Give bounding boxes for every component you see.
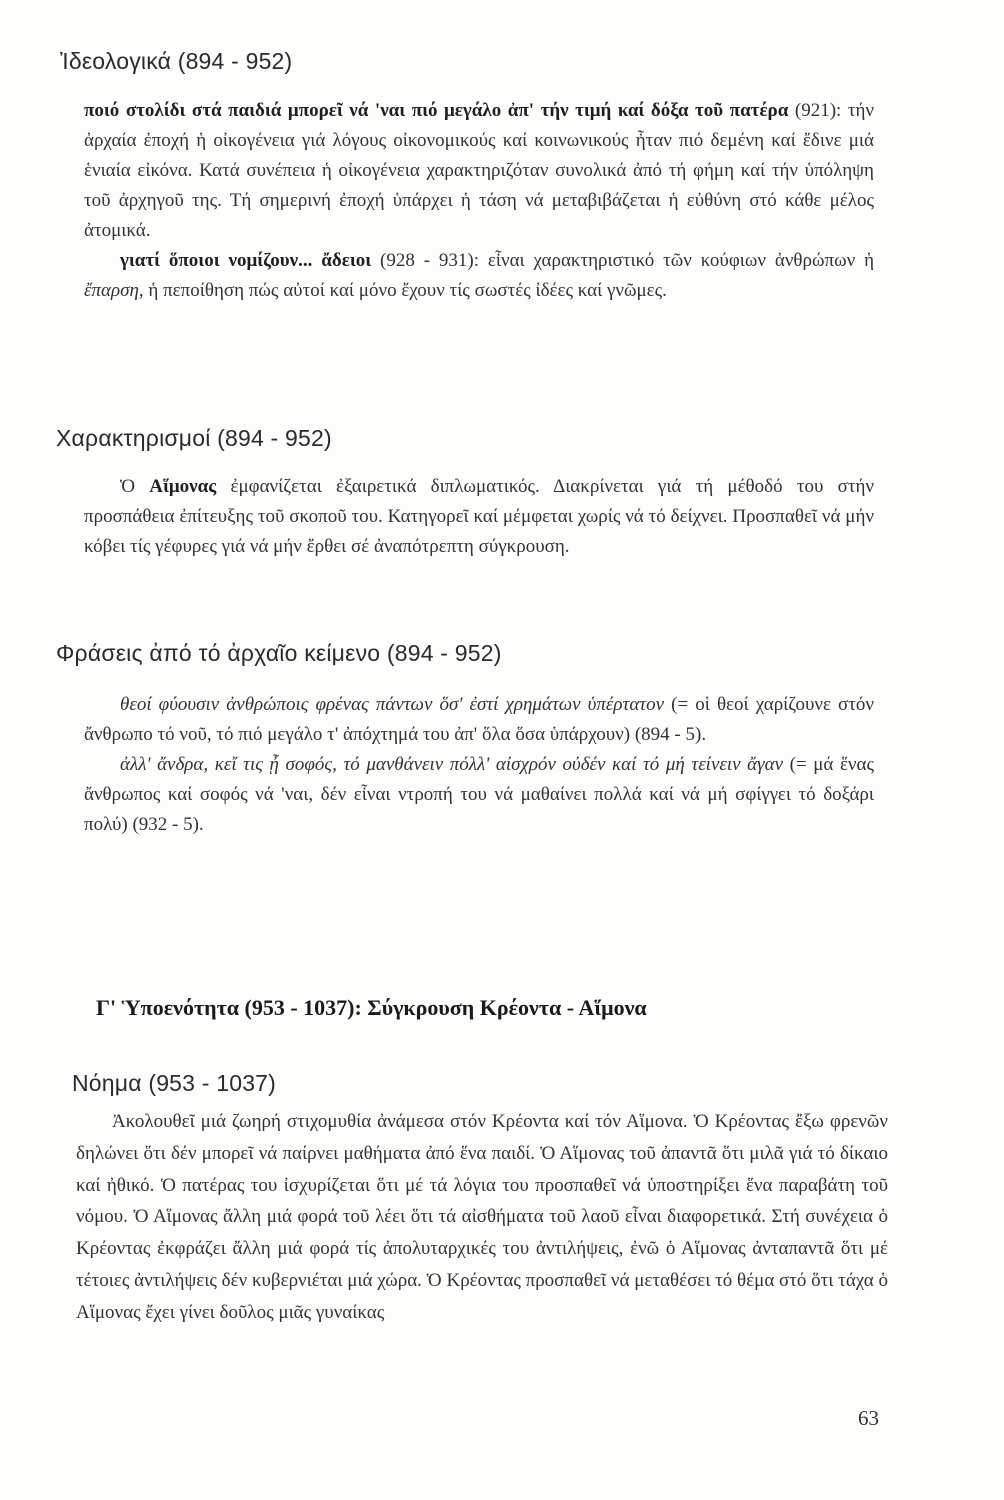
translation-text: (= μά ἕνας ἄνθρωπος καί σοφός νά 'ναι, δέν εἶναι ντροπή του νά μαθαίνει πολλά καί νά μή σφίγγει τό δοξάρι πολύ) (932 - 5). xyxy=(84,754,874,835)
paragraph-text: ἐμφανίζεται ἐξαιρετικά διπλωματικός. Διακρίνεται γιά τή μέθοδό του στήν προσπάθεια ἐπίτευξης τοῦ σκοποῦ του. Κατηγορεῖ καί μέμφεται χωρίς νά τό δείχνει. Προσπαθεῖ νά μήν κόβει τίς γέφυρες γιά νά μήν ἔρθει σέ ἀναπότρεπτη σύγκρουση. xyxy=(84,476,874,557)
section-heading-ideological: Ἰδεολογικά (894 - 952) xyxy=(60,48,293,74)
phrase-quote-2 xyxy=(84,750,874,840)
paragraph-text: (921): τήν ἀρχαία ἐποχή ἡ οἰκογένεια γιά λόγους οἰκονομικούς καί κοινωνικούς ἦταν πιό δεμένη καί ἔδινε μιά ἑνιαία εἰκόνα. Κατά συνέπεια ἡ οἰκογένεια χαρακτηριζόταν συνολικά ἀπό τή φήμη καί τήν ὑπόληψη τοῦ ἀρχηγοῦ της. Τή σημερινή ἐποχή ὑπάρχει ἡ τάση νά μεταβιβάζεται ἡ εὐθύνη στό κάθε μέλος ἀτομικά. xyxy=(84,100,874,241)
ideological-body xyxy=(84,96,874,306)
phrases-body xyxy=(84,690,874,840)
ideological-paragraph-2 xyxy=(84,246,874,306)
section-heading-meaning: Νόημα (953 - 1037) xyxy=(72,1070,277,1096)
paragraph-text: , ἡ πεποίθηση πώς αὐτοί καί μόνο ἔχουν τίς σωστές ἰδέες καί γνῶμες. xyxy=(138,280,667,301)
emphasis-italic: ἔπαρση xyxy=(84,280,139,301)
quote-bold: ποιό στολίδι στά παιδιά μπορεῖ νά 'ναι πιό μεγάλο ἀπ' τήν τιμή καί δόξα τοῦ πατέρα xyxy=(84,100,789,121)
quote-bold: γιατί ὅποιοι νομίζουν... ἄδειοι xyxy=(120,250,372,271)
translation-text: (= οἱ θεοί χαρίζουνε στόν ἄνθρωπο τό νοῦ, τό πιό μεγάλο τ' ἀπόχτημά του ἀπ' ὅλα ὅσα ὑπάρχουν) (894 - 5). xyxy=(84,694,874,745)
ancient-quote: ἀλλ' ἄνδρα, κεἴ τις ᾖ σοφός, τό μανθάνειν πόλλ' αἰσχρόν οὐδέν καί τό μή τείνειν ἄγαν xyxy=(120,754,784,775)
paragraph-text: Ὁ xyxy=(120,476,150,497)
ancient-quote: θεοί φύουσιν ἀνθρώποις φρένας πάντων ὅσ' ἐστί χρημάτων ὑπέρτατον xyxy=(120,694,665,715)
paragraph-text: (928 - 931): εἶναι χαρακτηριστικό τῶν κούφιων ἀνθρώπων ἡ xyxy=(371,250,875,271)
section-heading-phrases: Φράσεις ἀπό τό ἀρχαῖο κείμενο (894 - 952) xyxy=(56,640,502,666)
meaning-paragraph: Ἀκολουθεῖ μιά ζωηρή στιχομυθία ἀνάμεσα στόν Κρέοντα καί τόν Αἵμονα. Ὁ Κρέοντας ἔξω φρενῶν δηλώνει ὅτι δέν μπορεῖ νά παίρνει μαθήματα ἀπό ἕνα παιδί. Ὁ Αἵμονας τοῦ ἀπαντᾶ ὅτι μιλᾶ γιά τό δίκαιο καί ἠθικό. Ὁ πατέρας του ἰσχυρίζεται ὅτι μέ τά λόγια του προσπαθεῖ νά ὑποστηρίξει ἕνα παραβάτη τοῦ νόμου. Ὁ Αἵμονας ἄλλη μιά φορά τοῦ λέει ὅτι τά αἰσθήματα τοῦ λαοῦ εἶναι διαφορετικά. Στή συνέχεια ὁ Κρέοντας ἐκφράζει ἄλλη μιά φορά τίς ἀπολυταρχικές του ἀντιλήψεις, ἐνῶ ὁ Αἵμονας ἀνταπαντᾶ ὅτι μέ τέτοιες ἀντιλήψεις δέν κυβερνιέται μιά χώρα. Ὁ Κρέοντας προσπαθεῖ νά μεταθέσει τό θέμα στό ὅτι τάχα ὁ Αἵμονας ἔχει γίνει δοῦλος μιᾶς γυναίκας xyxy=(76,1111,888,1323)
section-heading-characterizations: Χαρακτηρισμοί (894 - 952) xyxy=(56,425,332,451)
subsection-heading: Γ' Ὑποενότητα (953 - 1037): Σύγκρουση Κρέοντα - Αἵμονα xyxy=(96,995,647,1020)
meaning-body xyxy=(76,1106,888,1329)
characterizations-paragraph xyxy=(84,472,874,562)
ideological-paragraph-1 xyxy=(84,96,874,246)
page-number: 63 xyxy=(858,1406,879,1430)
characterizations-body xyxy=(84,472,874,562)
name-bold: Αἵμονας xyxy=(149,476,217,497)
phrase-quote-1 xyxy=(84,690,874,750)
